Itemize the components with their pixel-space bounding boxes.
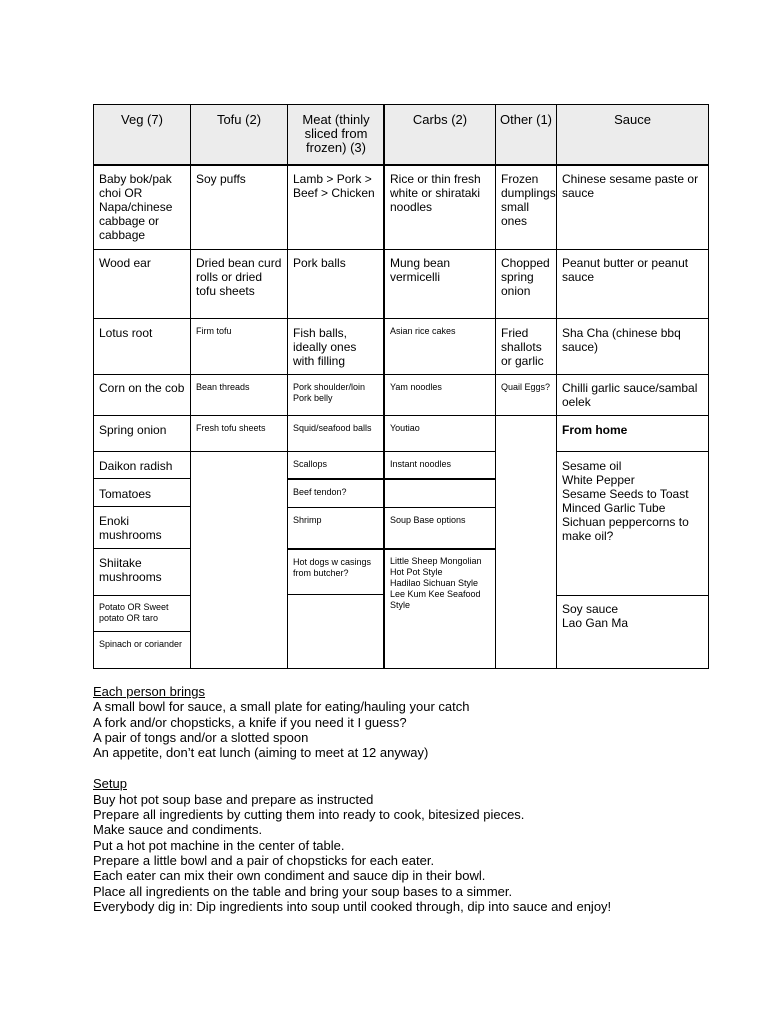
other-cell: Quail Eggs? — [501, 382, 551, 392]
grid-line — [556, 595, 708, 596]
grid-line — [495, 105, 496, 668]
veg-cell: Corn on the cob — [99, 381, 185, 395]
sauce-cell: Chilli garlic sauce/sambal oelek — [562, 381, 698, 409]
sauce-cell: Soy sauce Lao Gan Ma — [562, 602, 629, 630]
grid-line — [94, 165, 708, 166]
setup-step: Each eater can mix their own condiment and sauce dip in their bowl. — [93, 868, 486, 884]
veg-cell: Wood ear — [99, 256, 151, 270]
setup-step: Everybody dig in: Dip ingredients into soup until cooked through, dip into sauce and enjoy! — [93, 898, 612, 914]
grid-line — [94, 451, 287, 452]
carbs-cell: Rice or thin fresh white or shirataki noodles — [390, 172, 481, 214]
grid-line — [94, 249, 708, 250]
soup-base-options-list: Little Sheep Mongolian Hot Pot Style Hadilao Sichuan Style Lee Kum Kee Seafood Style — [390, 556, 482, 610]
grid-line — [287, 451, 496, 452]
grid-line — [94, 478, 190, 479]
carbs-cell: Mung bean vermicelli — [390, 256, 451, 284]
veg-cell: Spinach or coriander — [99, 639, 183, 649]
veg-cell: Spring onion — [99, 423, 167, 437]
tofu-cell: Fresh tofu sheets — [196, 423, 266, 433]
bring-line: An appetite, don’t eat lunch (aiming to meet at 12 anyway) — [93, 745, 429, 761]
other-cell: Frozen dumplings small ones — [501, 172, 556, 228]
meat-cell: Pork shoulder/loin Pork belly — [293, 382, 366, 403]
carbs-cell: Yam noodles — [390, 382, 442, 392]
from-home-heading: From home — [562, 423, 628, 437]
meat-cell: Squid/seafood balls — [293, 423, 372, 433]
other-cell: Chopped spring onion — [501, 256, 550, 298]
meat-cell: Pork balls — [293, 256, 346, 270]
veg-cell: Potato OR Sweet potato OR taro — [99, 602, 169, 623]
veg-cell: Tomatoes — [99, 487, 152, 501]
grid-line — [94, 595, 190, 596]
sauce-cell: Chinese sesame paste or sauce — [562, 172, 699, 200]
meat-cell: Shrimp — [293, 515, 322, 525]
header-meat: Meat (thinly sliced from frozen) (3) — [302, 112, 370, 155]
carbs-cell: Youtiao — [390, 423, 420, 433]
bring-line: A fork and/or chopsticks, a knife if you need it I guess? — [93, 714, 407, 730]
notes-section — [93, 684, 733, 914]
sauce-cell: Sha Cha (chinese bbq sauce) — [562, 326, 681, 354]
grid-line — [287, 594, 384, 595]
grid-line — [94, 506, 190, 507]
bring-heading: Each person brings — [93, 684, 206, 699]
bring-line: A small bowl for sauce, a small plate for eating/hauling your catch — [93, 699, 470, 715]
setup-heading: Setup — [93, 776, 127, 792]
bring-line: A pair of tongs and/or a slotted spoon — [93, 729, 309, 745]
setup-step: Put a hot pot machine in the center of table. — [93, 837, 345, 853]
carbs-cell: Soup Base options — [390, 515, 466, 525]
ingredients-table — [93, 104, 709, 669]
grid-line — [94, 415, 708, 416]
grid-line — [287, 479, 496, 480]
tofu-cell: Firm tofu — [196, 326, 232, 336]
paragraph-gap — [93, 760, 733, 776]
grid-line — [556, 105, 557, 668]
tofu-cell: Dried bean curd rolls or dried tofu sheets — [196, 256, 282, 298]
other-cell: Fried shallots or garlic — [501, 326, 544, 368]
meat-cell: Scallops — [293, 459, 328, 469]
header-sauce: Sauce — [614, 112, 651, 127]
grid-line — [384, 105, 385, 668]
grid-line — [556, 451, 708, 452]
grid-line — [287, 105, 288, 668]
veg-cell: Baby bok/pak choi OR Napa/chinese cabbage or cabbage — [99, 172, 173, 242]
grid-line — [94, 374, 708, 375]
header-tofu: Tofu (2) — [216, 112, 262, 127]
setup-step: Place all ingredients on the table and bring your soup bases to a simmer. — [93, 883, 513, 899]
meat-cell: Fish balls, ideally ones with filling — [293, 326, 357, 368]
veg-cell: Daikon radish — [99, 459, 173, 473]
grid-line — [94, 318, 708, 319]
grid-line — [287, 507, 496, 508]
grid-line — [94, 548, 190, 549]
meat-cell: Hot dogs w casings from butcher? — [293, 557, 372, 578]
meat-cell: Lamb > Pork > Beef > Chicken — [293, 172, 375, 200]
header-veg: Veg (7) — [121, 112, 163, 127]
veg-cell: Lotus root — [99, 326, 153, 340]
header-other: Other (1) — [500, 112, 553, 127]
sauce-cell: Peanut butter or peanut sauce — [562, 256, 689, 284]
carbs-cell: Instant noodles — [390, 459, 452, 469]
grid-line — [287, 549, 496, 550]
from-home-list: Sesame oil White Pepper Sesame Seeds to Toast Minced Garlic Tube Sichuan peppercorns to make oil? — [562, 459, 689, 543]
carbs-cell: Asian rice cakes — [390, 326, 456, 336]
veg-cell: Enoki mushrooms — [99, 514, 162, 542]
tofu-cell: Soy puffs — [196, 172, 246, 186]
setup-step: Prepare a little bowl and a pair of chopsticks for each eater. — [93, 852, 435, 868]
setup-step: Buy hot pot soup base and prepare as instructed — [93, 791, 374, 807]
tofu-cell: Bean threads — [196, 382, 250, 392]
grid-line — [94, 631, 190, 632]
header-carbs: Carbs (2) — [412, 112, 468, 127]
setup-step: Prepare all ingredients by cutting them into ready to cook, bitesized pieces. — [93, 807, 525, 823]
veg-cell: Shiitake mushrooms — [99, 556, 162, 584]
meat-cell: Beef tendon? — [293, 487, 347, 497]
grid-line — [190, 105, 191, 668]
setup-step: Make sauce and condiments. — [93, 822, 263, 838]
